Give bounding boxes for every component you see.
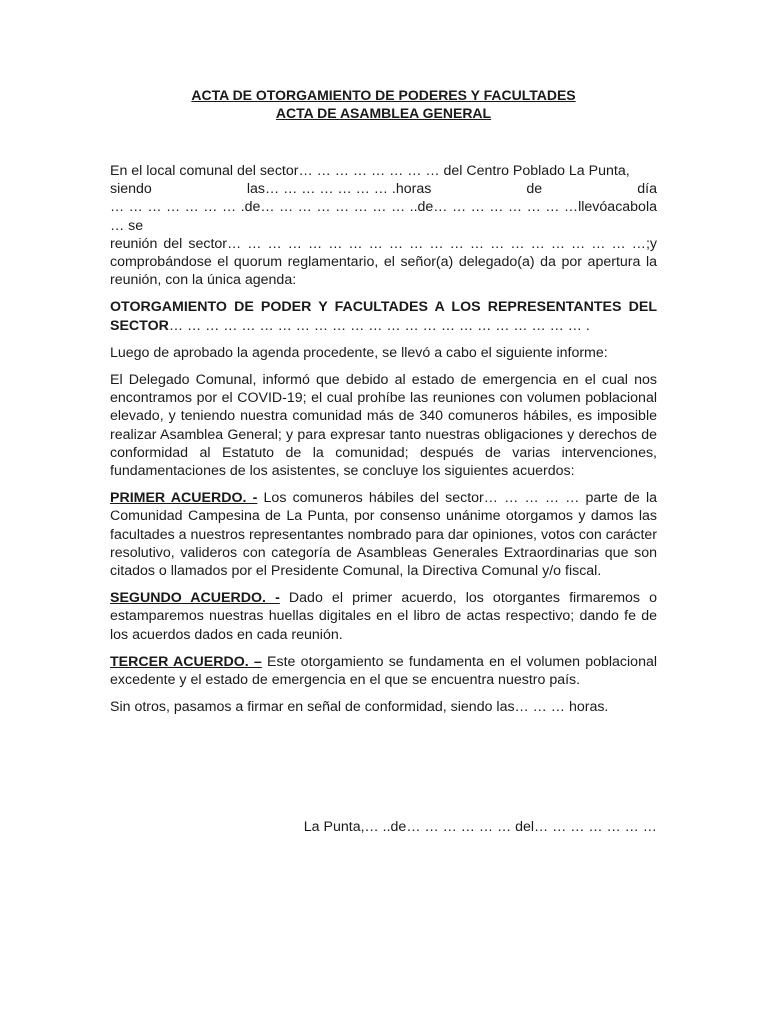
agreement-2 [110, 589, 657, 644]
report-paragraph: El Delegado Comunal, informó que debido al estado de emergencia en el cual nos encontramos por el COVID-19; el cual prohíbe las reuniones con volumen poblacional elevado, y teniendo nuestra comunidad más de 340 comuneros hábiles, es imposible realizar Asamblea General; y para expresar tanto nuestras obligaciones y derechos de conformidad al Estatuto de la comunidad; después de varias intervenciones, fundamentaciones de los asistentes, se concluye los siguientes acuerdos: [110, 372, 657, 480]
intro-line-2-word: las… … … … … … … .horas [246, 181, 432, 198]
intro-line-3-word: cabo [615, 199, 646, 216]
intro-line-3-word: … … … … … … … .de… … … … … … … … ..de… … … … … … … … … se [110, 199, 579, 234]
intro-line-3-word: la [645, 199, 657, 216]
intro-rest: reunión del sector… … … … … … … … … … … … … … … … … … … … …;y comprobándose el quorum reglamentario, el señor(a) delegado(a) da por apertura la reunión, con la única agenda: [110, 235, 657, 289]
agenda-dots: … … … … … … … … … … … … … … … … … … … … … … … . [168, 317, 590, 334]
agreement-1-label: PRIMER ACUERDO. - [110, 490, 258, 507]
agreement-2-label: SEGUNDO ACUERDO. - [110, 590, 280, 607]
agreement-1 [110, 489, 657, 580]
intro-line-3-word: a [607, 199, 616, 216]
document-title: ACTA DE OTORGAMIENTO DE PODERES Y FACULTADES [191, 87, 576, 103]
report-intro: Luego de aprobado la agenda procedente, se llevó a cabo el siguiente informe: [110, 344, 608, 361]
agreement-2-text: Dado el primer acuerdo, los otorgantes firmaremos o estamparemos nuestras huellas digitales en el libro de actas respectivo; dando fe de los acuerdos dados en cada reunión. [110, 590, 658, 643]
intro-paragraph [110, 162, 657, 289]
intro-line-2-word: siendo [110, 181, 152, 198]
document-subtitle: ACTA DE ASAMBLEA GENERAL [275, 105, 492, 121]
intro-line-2 [110, 180, 657, 198]
intro-line-1: En el local comunal del sector… … … … … … … … del Centro Poblado La Punta, [110, 163, 630, 179]
agreement-3-text: Este otorgamiento se fundamenta en el volumen poblacional excedente y el estado de emergencia en el que se encuentra nuestro país. [110, 653, 658, 689]
closing-paragraph: Sin otros, pasamos a firmar en señal de conformidad, siendo las… … … horas. [110, 699, 609, 716]
title-block [110, 86, 657, 122]
intro-line-3-word: llevó [578, 199, 608, 216]
agreement-3 [110, 653, 657, 689]
agreement-3-label: TERCER ACUERDO. – [110, 653, 262, 670]
agreement-1-text: Los comuneros hábiles del sector… … … … … parte de la Comunidad Campesina de La Punta, por consenso unánime otorgamos y damos las facultades a nuestros representantes nombrado para dar opiniones, votos con carácter resolutivo, valideros con categoría de Asambleas Generales Extraordinarias que son citados o llamados por el Presidente Comunal, la Directiva Comunal y/o fiscal. [110, 490, 657, 580]
intro-line-2-word: día [637, 181, 657, 198]
intro-line-3 [110, 198, 657, 234]
signature-date-line: La Punta,… ..de… … … … … … del… … … … … … … [303, 819, 657, 835]
intro-line-2-word: de [526, 181, 543, 198]
agenda-paragraph [110, 298, 657, 334]
agenda-heading: OTORGAMIENTO DE PODER Y FACULTADES A LOS REPRESENTANTES DEL SECTOR [110, 299, 657, 334]
